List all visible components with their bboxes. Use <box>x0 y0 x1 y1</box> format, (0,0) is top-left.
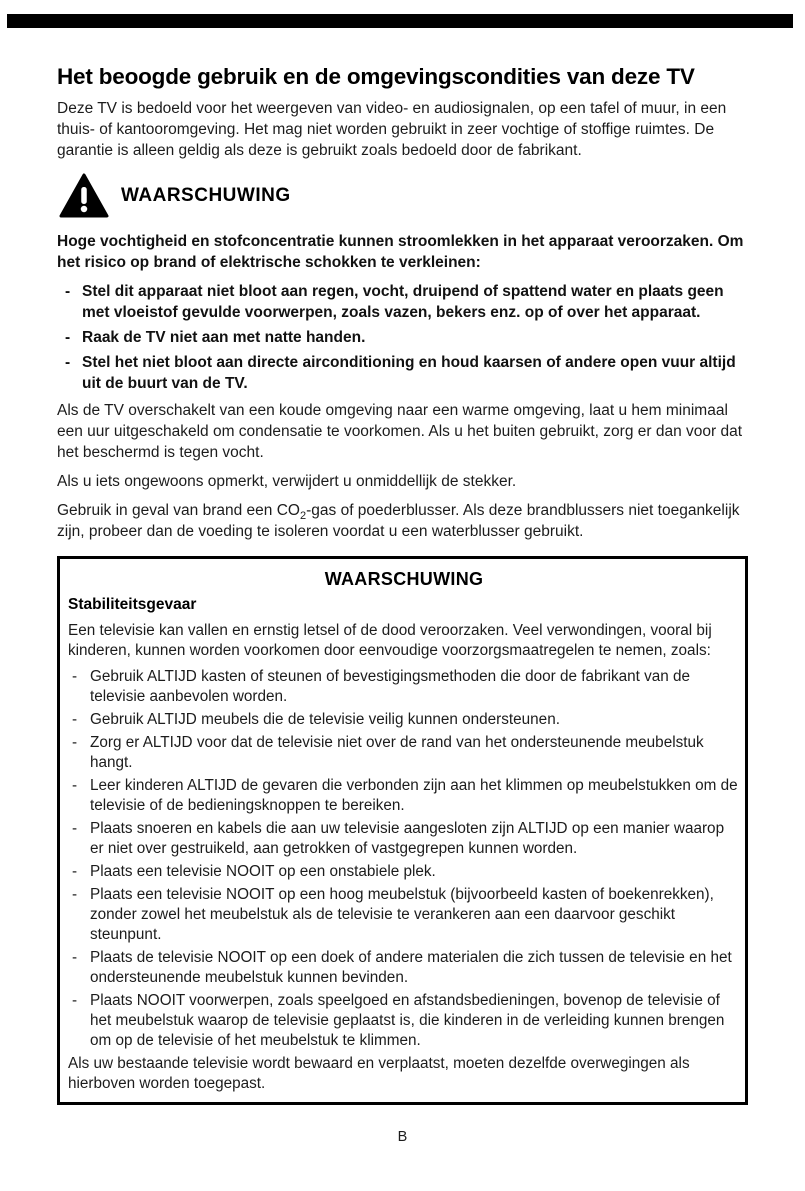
dash-marker: - <box>72 777 78 794</box>
dash-marker: - <box>72 992 78 1009</box>
dash-marker: - <box>65 283 71 300</box>
list-item-text: Leer kinderen ALTIJD de gevaren die verbonden zijn aan het klimmen op meubelstukken om de televisie of de bedieningsknoppen te bereiken. <box>90 777 738 814</box>
warning-triangle-icon <box>59 173 109 219</box>
list-item-text: Plaats NOOIT voorwerpen, zoals speelgoed en afstandsbedieningen, bovenop de televisie of het meubelstuk waarop de televisie geplaatst is, die kinderen in de verleiding kunnen brengen om op de televisie of het meubelstuk te klimmen. <box>90 992 725 1049</box>
co2-text-prefix: Gebruik in geval van brand een CO <box>57 502 300 519</box>
dash-marker: - <box>72 820 78 837</box>
warning-label: WAARSCHUWING <box>121 185 291 206</box>
list-item-text: Zorg er ALTIJD voor dat de televisie niet over de rand van het ondersteunende meubelstuk hangt. <box>90 734 704 771</box>
paragraph-condensation: Als de TV overschakelt van een koude omgeving naar een warme omgeving, laat u hem minimaal een uur uitgeschakeld om condensatie te voorkomen. Als u het buiten gebruikt, zorg er dan voor dat het beschermd is tegen vocht. <box>57 402 743 461</box>
list-item <box>68 776 740 816</box>
list-item <box>57 352 748 394</box>
list-item-text: Stel dit apparaat niet bloot aan regen, vocht, druipend of spattend water en plaats geen met vloeistof gevulde voorwerpen, zoals vazen, bekers enz. op of over het apparaat. <box>82 283 724 321</box>
list-item-text: Stel het niet bloot aan directe airconditioning en houd kaarsen of andere open vuur altijd uit de buurt van de TV. <box>82 354 736 392</box>
dash-marker: - <box>72 668 78 685</box>
co2-subscript: 2 <box>299 510 307 523</box>
dash-marker: - <box>72 949 78 966</box>
co2-text-suffix: -gas of poederblusser. Als deze brandblussers niet toegankelijk zijn, probeer dan de voeding te isoleren voordat u een waterblusser gebruikt. <box>57 502 740 540</box>
warning-header <box>59 173 748 219</box>
list-item <box>68 667 740 707</box>
list-item-text: Plaats snoeren en kabels die aan uw televisie aangesloten zijn ALTIJD op een manier waarop er niet over gestruikeld, aan getrokken of vastgegrepen kunnen worden. <box>90 820 725 857</box>
stability-box-title: WAARSCHUWING <box>324 569 484 589</box>
list-item-text: Plaats een televisie NOOIT op een onstabiele plek. <box>90 863 436 880</box>
warning-bullet-list <box>57 281 748 394</box>
stability-box-subtitle: Stabiliteitsgevaar <box>68 596 197 613</box>
page-number: B <box>397 1129 408 1145</box>
list-item-text: Gebruik ALTIJD kasten of steunen of bevestigingsmethoden die door de fabrikant van de televisie aanbevolen worden. <box>90 668 691 705</box>
page-title: Het beoogde gebruik en de omgevingscondities van deze TV <box>57 64 695 89</box>
stability-intro: Een televisie kan vallen en ernstig letsel of de dood veroorzaken. Veel verwondingen, vooral bij kinderen, kunnen worden voorkomen door eenvoudige voorzorgsmaatregelen te nemen, zoals: <box>68 622 712 659</box>
list-item <box>68 733 740 773</box>
list-item-text: Gebruik ALTIJD meubels die de televisie veilig kunnen ondersteunen. <box>90 711 560 728</box>
dash-marker: - <box>72 886 78 903</box>
warning-lead: Hoge vochtigheid en stofconcentratie kunnen stroomlekken in het apparaat veroorzaken. Om het risico op brand of elektrische schokken te verkleinen: <box>57 233 744 271</box>
list-item-text: Plaats de televisie NOOIT op een doek of andere materialen die zich tussen de televisie en het ondersteunende meubelstuk kunnen bevinden. <box>90 949 732 986</box>
stability-warning-box <box>57 556 748 1105</box>
top-black-bar <box>7 14 793 28</box>
dash-marker: - <box>72 711 78 728</box>
list-item <box>57 327 748 348</box>
dash-marker: - <box>72 734 78 751</box>
list-item <box>68 948 740 988</box>
stability-outro: Als uw bestaande televisie wordt bewaard en verplaatst, moeten dezelfde overwegingen als hierboven worden toegepast. <box>68 1055 690 1092</box>
list-item <box>57 281 748 323</box>
stability-item-list <box>68 667 740 1051</box>
list-item-text: Raak de TV niet aan met natte handen. <box>82 329 366 346</box>
dash-marker: - <box>65 329 71 346</box>
dash-marker: - <box>65 354 71 371</box>
list-item <box>68 862 740 882</box>
list-item <box>68 991 740 1051</box>
paragraph-plug: Als u iets ongewoons opmerkt, verwijdert u onmiddellijk de stekker. <box>57 473 517 490</box>
intro-paragraph: Deze TV is bedoeld voor het weergeven van video- en audiosignalen, op een tafel of muur, in een thuis- of kantooromgeving. Het mag niet worden gebruikt in zeer vochtige of stoffige ruimtes. De garantie is alleen geldig als deze is gebruikt zoals bedoeld door de fabrikant. <box>57 100 727 159</box>
list-item <box>68 710 740 730</box>
paragraph-fire-extinguisher <box>57 500 748 542</box>
dash-marker: - <box>72 863 78 880</box>
list-item <box>68 885 740 945</box>
list-item <box>68 819 740 859</box>
list-item-text: Plaats een televisie NOOIT op een hoog meubelstuk (bijvoorbeeld kasten of boekenrekken), zonder zowel het meubelstuk als de televisie te verankeren aan een daarvoor geschikt steunpunt. <box>90 886 714 943</box>
